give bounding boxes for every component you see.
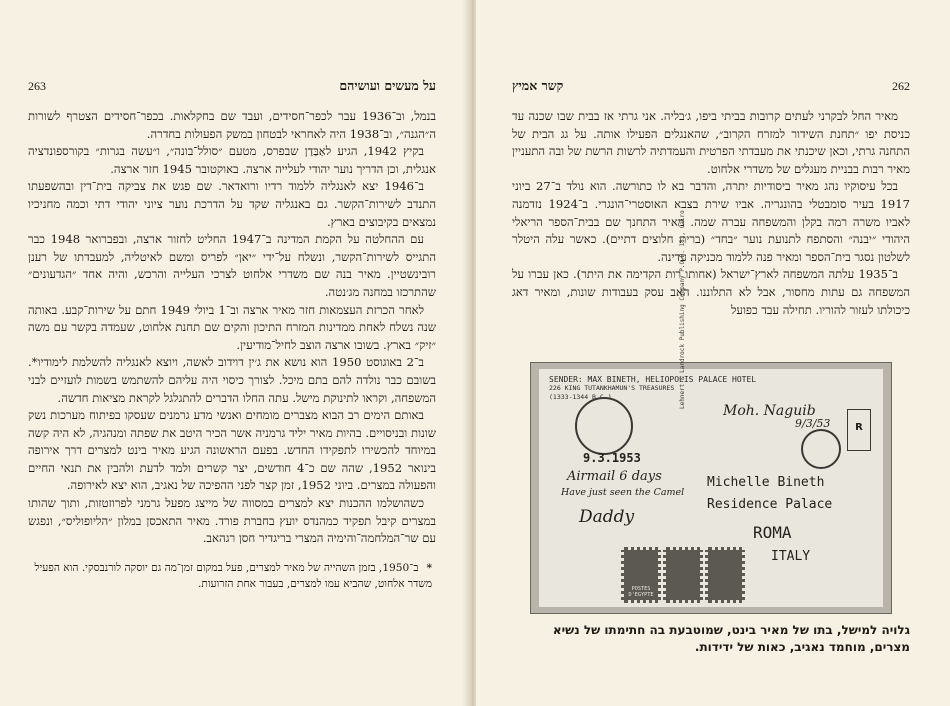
footnote-mark: *	[426, 561, 432, 574]
paragraph: לאחר הכרזת העצמאות חזר מאיר ארצה וב־1 ביולי 1949 חתם על שירות־קבע. באותה שנה נשלח לאחת ממדינות המזרח התיכון והקים שם תחנת אלחוט, שעמדה בקשר עם משה ״זיק״ בארץ. בשובו ארצה הוצב לחיל־מודיעין.	[28, 302, 436, 352]
postcard-side-text: Lehnert & Landrock Publishing Company P.O.B. 181, Cairo	[679, 210, 686, 409]
postcard-sender	[549, 375, 756, 402]
sender-line: 226 KING TUTANKHAMUN'S TREASURES	[549, 384, 675, 392]
handwritten-note: Have just seen the Camel	[561, 487, 685, 498]
paragraph: בכל עיסוקיו נהג מאיר ביסודיות יתרה, והדבר בא לו כתורשה. הוא נולד ב־27 ביוני 1917 בעיר סומבטלי בהונגריה. אביו שירת בצבא האוסטרי־הונגרי. ב־1924 נזדמנה לאביו משרה רמה בקלן והמשפחה עברה שמה. מאיר התחנך שם בבית־הספר הריאלי היהודי ״יבנה״ והסתפח לתנועת נוער ״בחד״ (ברית חלוצים דתיים). כאשר עלה היטלר לשלטון נסגר בית־הספר ומאיר פנה ללמוד מכניקה עדינה.	[512, 179, 911, 264]
sender-line: SENDER: MAX BINETH, HELIOPOLIS PALACE HOTEL	[549, 375, 757, 384]
paragraph: ב־1935 עלתה המשפחה לארץ־ישראל (אחותו רות הקדימה את היתר). כאן עברו על המשפחה גם עתות מחסור, אבל לא התלוננו. האב עסק בעבודות שונות, ומאיר דאג כיכולתו לעזור להוריו. תחילה עבד כפועל	[512, 267, 910, 317]
registered-label	[847, 409, 871, 451]
paragraph: כשהושלמו ההכנות יצא למצרים במסווה של מייצג מפעל גרמני לפרוזטזות, ותוך שהותו במצרים קיבל תפקיד כמהנדס יועץ בחברת פורד. מאיר התאכסן במלון ״הליופוליס״, ונפגש עם שר־המלחמה־והימיה המצרי בריגדיר חסן רגהאב.	[28, 496, 436, 546]
footnote-text: ב־1950, בזמן השהייה של מאיר למצרים, פעל במקום זמן־מה גם יוסקה לורנבסקי. הוא הפעיל משדר אלחוט, שהביא עמו למצרים, בעבור אחת הזרועות.	[34, 561, 432, 590]
postage-stamp	[621, 547, 661, 603]
paragraph: ב־2 באוגוסט 1950 הוא נושא את ג׳ין דוידוב לאשה, ויוצא לאנגליה להשלמת לימודיו*. בשובם כבר נולדה להם בתם מיכל. לצורך כיסוי היה עליהם להשתמש בשמות לועזיים לבני המשפחה, וקראו לתינוקת מישל. עתה החלו הדברים להתגלגל לקראת מציאות חדשה.	[28, 355, 436, 405]
right-body-text	[512, 108, 910, 319]
handwritten-date: 9/3/53	[795, 417, 831, 430]
left-body-text	[28, 108, 436, 548]
handwritten-airmail: Airmail 6 days	[567, 469, 662, 484]
handwritten-signature: Daddy	[579, 507, 635, 527]
registered-mark: R	[855, 422, 863, 433]
right-page-header	[512, 78, 910, 96]
postmark-date: 9.3.1953	[583, 451, 641, 465]
postmark-circle	[575, 397, 633, 455]
paragraph: באותם הימים רב הבוא מצברים מומחים ואנשי מדע גרמנים שעסקו בפיתוח מערכות נשק שונות ובניסויים. בהיות מאיר יליד גרמניה אשר הכיר היטב את שפתה ומנהגיה, לא היה קשה במיוחד להכשירו לתפקידו החדש. בפעם הראשונה הגיע מאיר בינט למצרים דרך אירופה בינואר 1952, שהה שם כ־4 חודשים, יצר קשרים ולמד לדעת ולהבין את תנאי החיים והפעולה במצרים. ביוני 1952, זמן קצר לפני ההפיכה של נאגיב, הוא יצא לאירופה.	[28, 408, 436, 493]
left-page-header	[28, 78, 436, 96]
left-page	[0, 0, 470, 706]
handwritten-sender: Moh. Naguib	[723, 403, 816, 419]
cancellation-mark	[801, 429, 841, 469]
right-page-number: 262	[892, 79, 910, 93]
address-line: ITALY	[771, 549, 811, 564]
sender-line: (1333-1344 B.C.)	[549, 393, 612, 401]
paragraph: ב־1946 יצא לאנגליה ללמוד רדיו ורואדאר. שם פגש את צביקה בית־דין ובהשפעתו התנדב לשירות־הקשר. גם באנגליה שקד על הדרכת נוער ציוני יהודי דתי וכמה מחניכיו נמצאים בקיבוצים בארץ.	[28, 179, 436, 229]
address-line: ROMA	[753, 523, 792, 542]
paragraph: בנמל, וב־1936 עבר לכפר־חסידים, ועבד שם בחקלאות. בכפר־חסידים הצטרף לשורות ה״הגנה״, וב־1938 היה לאחראי לבטחון במשק הפעולות בחדרה.	[28, 109, 436, 141]
postage-stamp	[663, 547, 703, 603]
left-running-title: על מעשים ועושיהם	[339, 78, 436, 93]
stamp-caption: POSTES D'EGYPTE	[628, 586, 654, 598]
paragraph: עם ההחלטה על הקמת המדינה ב־1947 החליט לחזור ארצה, ובפברואר 1948 כבר התגייס לשירות־הקשר, ונשלח על־ידי ״יאן״ לפריס ומשם לאיטליה, למעבדתו של רענן רובינשטיין. מאיר בנה שם משדרי אלחוט לצרכי העלייה והרכש, והיה אחד ״הגדעונים״ שהתרכזו במחנה מג׳נטה.	[28, 232, 436, 299]
left-page-number: 263	[28, 79, 46, 93]
paragraph: בקיץ 1942, הגיע לאַבַּדַן שבפרס, מטעם ״סולל־בונה״, ו״עשה בגרות״ בקורספונדציה אנגלית, וכן הדריך נוער יהודי לעלייה ארצה. באוקטובר 1945 חזר ארצה.	[28, 144, 436, 176]
paragraph: מאיר החל לבקרני לעתים קרובות בביתי ביפו, ג׳בליה. אני גרתי אז בבית שבו שכנה עד כניסת יפו ״תחנת השידור למזרח הקרוב״, שהאנגלים הפעילו אותה. על גג הבית של התחנה גרתי, וכאן שיכנתי את מעבדתי הפרטית והעמדתיה לרשות הרשת של ובה התעניין מאיר רבות בבניית מעגלים של משדרי אלחוט.	[512, 109, 910, 176]
postage-stamp	[705, 547, 745, 603]
right-running-title: קשר אמיץ	[512, 78, 564, 93]
right-page	[476, 0, 950, 706]
figure-caption: גלויה למישל, בתו של מאיר בינט, שמוטבעת בה חתימתו של נשיא מצרים, מוחמד נאגיב, כאות של ידידות.	[552, 623, 910, 654]
footnote	[28, 560, 436, 592]
address-line: Residence Palace	[707, 497, 833, 512]
address-line: Michelle Bineth	[707, 475, 825, 490]
